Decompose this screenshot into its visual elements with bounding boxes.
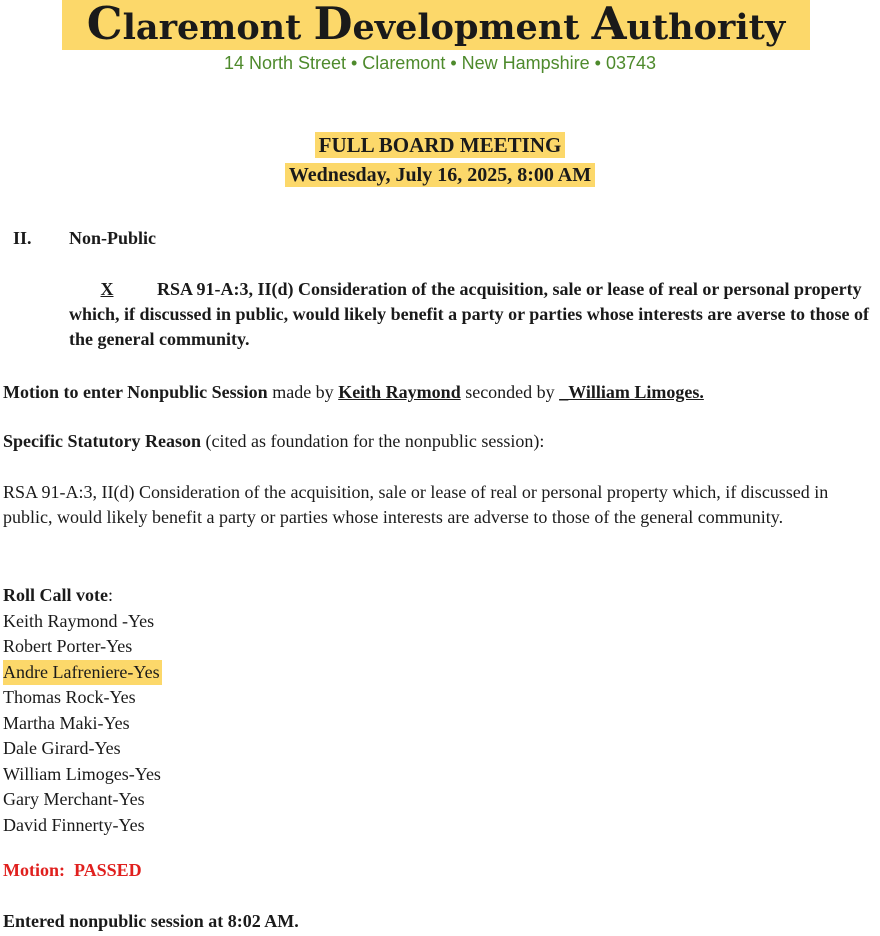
rsa-option bbox=[69, 277, 875, 352]
section-name: Non-Public bbox=[69, 228, 157, 248]
roll-call-vote: Keith Raymond -Yes bbox=[3, 610, 155, 631]
roll-call-vote: Martha Maki-Yes bbox=[3, 712, 130, 733]
roll-call-label: Roll Call vote bbox=[3, 585, 108, 605]
roll-call-vote-row bbox=[3, 660, 162, 686]
roll-call-vote: Gary Merchant-Yes bbox=[3, 789, 145, 809]
org-title-initial-c: C bbox=[86, 0, 123, 50]
motion-result: Motion: PASSED bbox=[3, 860, 142, 880]
roll-call-vote: Dale Girard-Yes bbox=[3, 738, 121, 758]
reason-label: Specific Statutory Reason bbox=[3, 431, 201, 451]
meeting-title bbox=[0, 133, 880, 158]
rsa-option-text: RSA 91-A:3, II(d) Consideration of the acquisition, sale or lease of real or personal property which, if discussed in public, would likely benefit a party or parties whose interests are averse to those of the general community. bbox=[69, 279, 869, 349]
motion-made-by-text: made by bbox=[267, 382, 339, 402]
organization-title bbox=[62, 0, 810, 50]
org-title-initial-a: A bbox=[591, 0, 627, 50]
meeting-date bbox=[0, 164, 880, 187]
org-title-initial-d: D bbox=[313, 0, 353, 50]
section-number: II. bbox=[13, 228, 32, 248]
reason-text: RSA 91-A:3, II(d) Consideration of the acquisition, sale or lease of real or personal property which, if discussed in public, would likely benefit a party or parties whose interests are adverse to those of the general community. bbox=[3, 482, 829, 527]
roll-call-heading bbox=[3, 583, 162, 609]
motion-seconded-text: seconded by bbox=[460, 382, 560, 402]
roll-call-vote: Thomas Rock-Yes bbox=[3, 687, 136, 707]
motion-made-by: Keith Raymond bbox=[338, 382, 461, 402]
roll-call bbox=[3, 583, 162, 838]
organization-address: 14 North Street • Claremont • New Hampshire • 03743 bbox=[223, 53, 657, 73]
motion-seconded-by: _William Limoges. bbox=[559, 382, 704, 402]
motion-label: Motion to enter Nonpublic Session bbox=[3, 382, 268, 402]
entered-session-note: Entered nonpublic session at 8:02 AM. bbox=[3, 911, 299, 931]
org-title-part-3: uthority bbox=[626, 7, 786, 48]
rsa-option-mark: X bbox=[100, 279, 114, 299]
roll-call-colon: : bbox=[108, 585, 114, 605]
roll-call-vote-highlighted: Andre Lafreniere-Yes bbox=[3, 660, 162, 686]
roll-call-vote: Robert Porter-Yes bbox=[3, 636, 133, 656]
reason-heading bbox=[3, 429, 875, 454]
reason-note: (cited as foundation for the nonpublic session): bbox=[200, 431, 545, 451]
meeting-title-text: FULL BOARD MEETING bbox=[315, 132, 566, 158]
roll-call-vote: William Limoges-Yes bbox=[3, 763, 161, 784]
org-title-part-1: laremont bbox=[122, 7, 314, 48]
roll-call-vote: David Finnerty-Yes bbox=[3, 814, 145, 835]
motion-line bbox=[3, 380, 875, 405]
org-title-part-2: evelopment bbox=[352, 7, 592, 48]
meeting-date-text: Wednesday, July 16, 2025, 8:00 AM bbox=[285, 163, 595, 187]
